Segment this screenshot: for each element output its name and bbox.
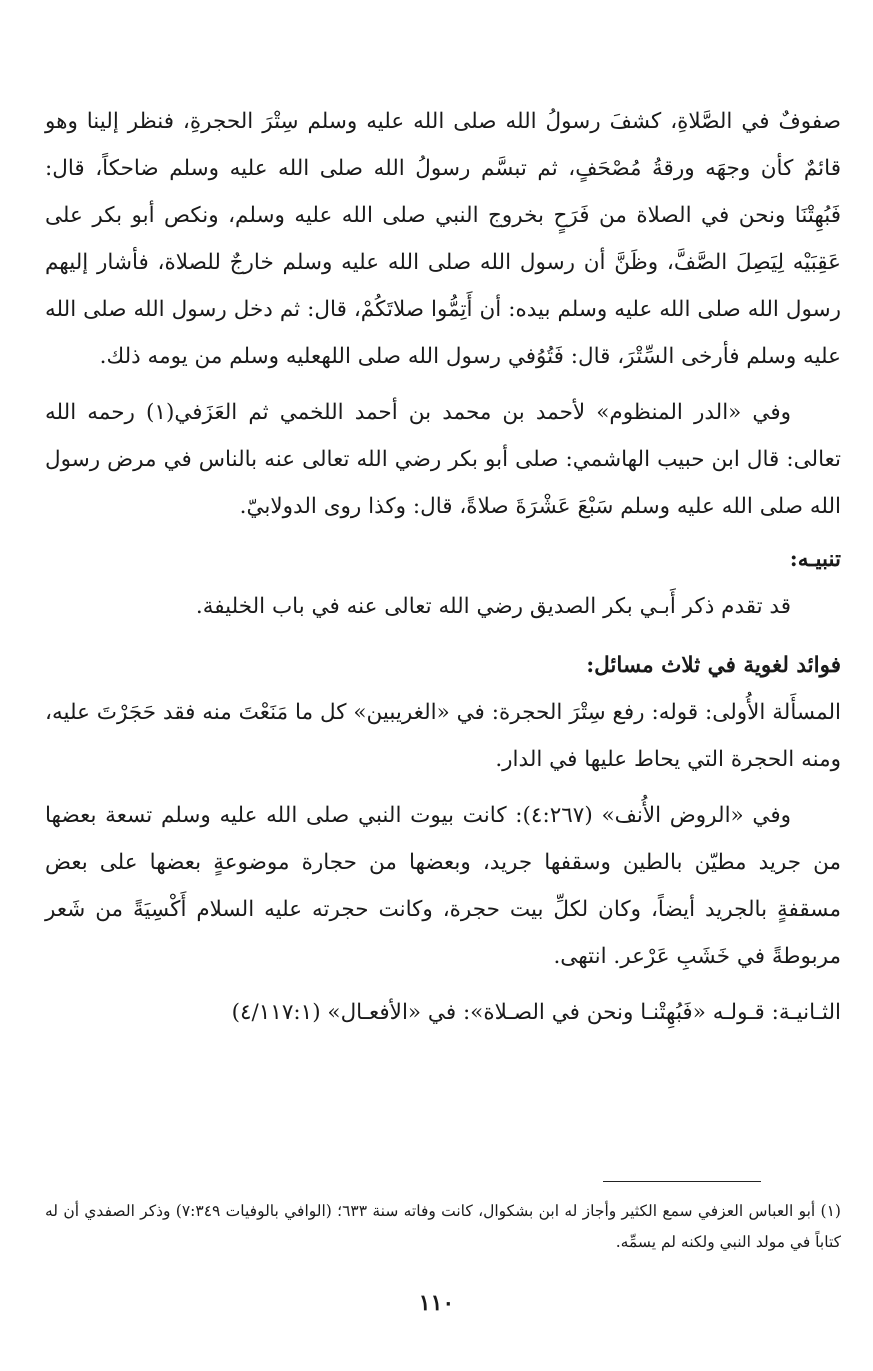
tanbih-heading: تنبيـه: [789, 547, 841, 572]
masala-second: الثـانيـة: قـولـه «فَبُهِتْنـا ونحن في الصـلاة»: في «الأفعـال» (٤/١١٧:١) [231, 1000, 841, 1025]
page-body [45, 98, 841, 1036]
masala-first: المسأَلة الأُولى: قوله: رفع سِتْرَ الحجرة: في «الغريبين» كل ما مَنَعْتَ منه فقد حَجَرْتَ عليه، ومنه الحجرة التي يحاط عليها في الدار. [45, 700, 841, 772]
paragraph-rawd-unuf: وفي «الروض الأُنف» (٤:٢٦٧): كانت بيوت النبي صلى الله عليه وسلم تسعة بعضها من جريد مطيّن بالطين وسقفها جريد، وبعضها من حجارة موضوعةٍ بعضها على بعض مسقفةٍ بالجريد أيضاً، وكان لكلِّ بيت حجرة، وكانت حجرته عليه السلام أَكْسِيَةً من شَعر مربوطةً في خَشَبِ عَرْعر. انتهى. [45, 803, 841, 969]
tanbih-text: قد تقدم ذكر أَبـي بكر الصديق رضي الله تعالى عنه في باب الخليفة. [195, 594, 791, 619]
footnote: (١) أبو العباس العزفي سمع الكثير وأجاز له ابن بشكوال، كانت وفاته سنة ٦٣٣؛ (الوافي بالوفيات ٧:٣٤٩) وذكر الصفدي أن له كتاباً في مولد النبي ولكنه لم يسمِّه. [45, 1202, 841, 1251]
page-number: ١١٠ [418, 1290, 455, 1316]
paragraph-hadith: صفوفٌ في الصَّلاةِ، كشفَ رسولُ الله صلى الله عليه وسلم سِتْرَ الحجرةِ، فنظر إلينا وهو قائمٌ كأن وجهَه ورقةُ مُصْحَفٍ، ثم تبسَّم رسولُ الله صلى الله عليه وسلم ضاحكاً، قال: فَبُهِتْنَا ونحن في الصلاة من فَرَحٍ بخروج النبي صلى الله عليه وسلم، ونكص أبو بكر على عَقِبَيْه لِيَصِلَ الصَّفَّ، وظَنَّ أن رسول الله صلى الله عليه وسلم خارجٌ للصلاة، فأشار إليهم رسول الله صلى الله عليه وسلم بيده: أن أَتِمُّوا صلاتَكُمْ، قال: ثم دخل رسول الله صلى الله عليه وسلم فأرخى السِّتْرَ، قال: فَتُوُفي رسول الله صلى اللهعليه وسلم من يومه ذلك. [45, 109, 841, 369]
fawaid-heading: فوائد لغوية في ثلاث مسائل: [586, 653, 841, 678]
footnote-divider [603, 1181, 761, 1182]
paragraph-durr-manzum: وفي «الدر المنظوم» لأحمد بن محمد بن أحمد اللخمي ثم العَزَفي(١) رحمه الله تعالى: قال ابن حبيب الهاشمي: صلى أبو بكر رضي الله تعالى عنه بالناس في مرض رسول الله صلى الله عليه وسلم سَبْعَ عَشْرَةَ صلاةً، قال: وكذا روى الدولابيّ. [45, 400, 841, 519]
